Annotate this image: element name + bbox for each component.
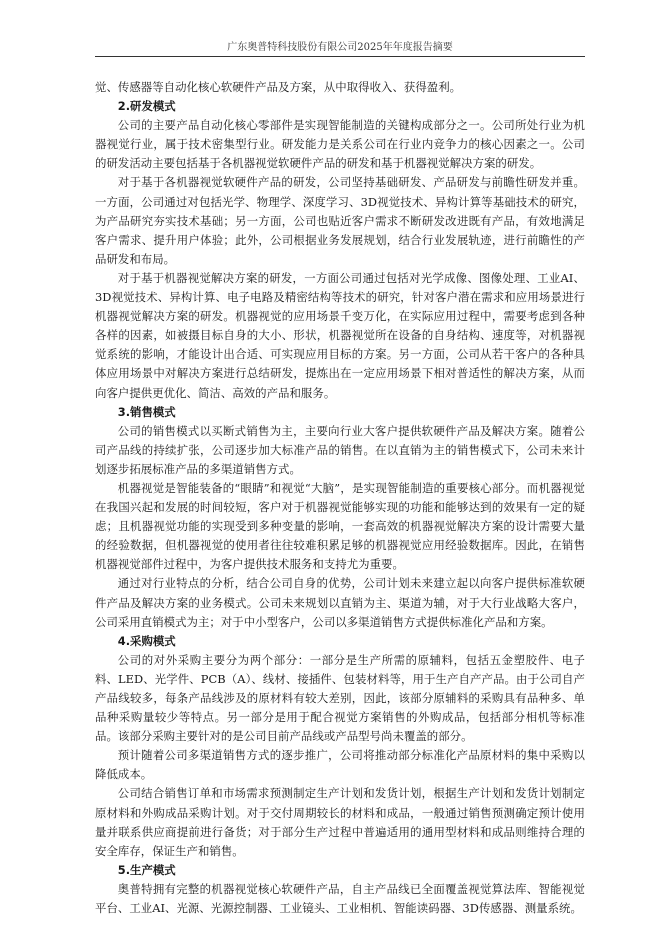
paragraph: 对于基于机器视觉解决方案的研发，一方面公司通过包括对光学成像、图像处理、工业AI、3D视觉技术、异构计算、电子电路及精密结构等技术的研究，针对客户潜在需求和应用场景进行机器视觉解决方案的研发。机器视觉的应用场景千变万化，在实际应用过程中，需要考虑到各种各样的因素，如被摄目标自身的大小、形状，机器视觉所在设备的自身结构、速度等，对机器视觉系统的影响，才能设计出合适、可实现应用目标的方案。另一方面，公司从若干客户的各种具体应用场景中对解决方案进行总结研发，提炼出在一定应用场景下相对普适性的解决方案，从而向客户提供更优化、简洁、高效的产品和服务。 [95, 270, 585, 400]
paragraph: 公司结合销售订单和市场需求预测制定生产计划和发货计划，根据生产计划和发货计划制定原材料和外购成品采购计划。对于交付周期较长的材料和成品，一般通过销售预测确定预计使用量并联系供应商提前进行备货；对于部分生产过程中普遍适用的通用型材料和成品则维持合理的安全库存，保证生产和销售。 [95, 786, 585, 858]
header-divider [95, 56, 585, 57]
paragraph: 公司的主要产品自动化核心零部件是实现智能制造的关键构成部分之一。公司所处行业为机器视觉行业，属于技术密集型行业。研发能力是关系公司在行业内竞争力的核心因素之一。公司的研发活动主要包括基于各机器视觉软硬件产品的研发和基于机器视觉解决方案的研发。 [95, 118, 585, 171]
paragraph: 预计随着公司多渠道销售方式的逐步推广，公司将推动部分标准化产品原材料的集中采购以降低成本。 [95, 748, 585, 782]
section-heading: 3.销售模式 [117, 404, 176, 419]
paragraph: 觉、传感器等自动化核心软硬件产品及方案，从中取得收入、获得盈利。 [95, 80, 462, 94]
section-heading: 5.生产模式 [117, 862, 176, 877]
paragraph: 对于基于各机器视觉软硬件产品的研发，公司坚持基础研发、产品研发与前瞻性研发并重。一方面，公司通过对包括光学、物理学、深度学习、3D视觉技术、异构计算等基础技术的研究，为产品研究夯实技术基础；另一方面，公司也贴近客户需求不断研发改进既有产品，有效地满足客户需求、提升用户体验；此外，公司根据业务发展规划，结合行业发展轨迹，进行前瞻性的产品研发和布局。 [95, 175, 585, 266]
paragraph: 公司的对外采购主要分为两个部分：一部分是生产所需的原辅料，包括五金塑胶件、电子料、LED、光学件、PCB（A）、线材、接插件、包装材料等，用于生产自产产品。由于公司自产产品线较多，每条产品线涉及的原材料有较大差别，因此，该部分原辅料的采购具有品种多、单品种采购量较少等特点。另一部分是用于配合视觉方案销售的外购成品，包括部分相机等标准品。该部分采购主要针对的是公司目前产品线或产品型号尚未覆盖的部分。 [95, 652, 585, 744]
section-heading: 4.采购模式 [117, 633, 176, 648]
section-heading: 2.研发模式 [117, 99, 176, 114]
paragraph: 公司的销售模式以买断式销售为主，主要向行业大客户提供软硬件产品及解决方案。随着公司产品线的持续扩张，公司逐步加大标准产品的销售。在以直销为主的销售模式下，公司未来计划逐步拓展标准产品的多渠道销售方式。 [95, 423, 585, 476]
paragraph: 奥普特拥有完整的机器视觉核心软硬件产品，自主产品线已全面覆盖视觉算法库、智能视觉平台、工业AI、光源、光源控制器、工业镜头、工业相机、智能读码器、3D传感器、测量系统。 [95, 881, 585, 916]
paragraph: 通过对行业特点的分析，结合公司自身的优势，公司计划未来建立起以向客户提供标准软硬件产品及解决方案的业务模式。公司未来规划以直销为主、渠道为辅，对于大行业战略大客户，公司采用直销模式为主；对于中小型客户，公司以多渠道销售方式提供标准化产品和方案。 [95, 576, 585, 629]
paragraph: 机器视觉是智能装备的“眼睛”和视觉“大脑”，是实现智能制造的重要核心部分。而机器视觉在我国兴起和发展的时间较短，客户对于机器视觉能够实现的功能和能够达到的效果有一定的疑虑；且机器视觉功能的实现受到多种变量的影响，一套高效的机器视觉解决方案的设计需要大量的经验数据，但机器视觉的使用者往往较难积累足够的机器视觉应用经验数据库。因此，在销售机器视觉部件过程中，为客户提供技术服务和支持尤为重要。 [95, 480, 585, 572]
document-body [95, 78, 585, 918]
page-header: 广东奥普特科技股份有限公司2025年年度报告摘要 [227, 42, 453, 53]
